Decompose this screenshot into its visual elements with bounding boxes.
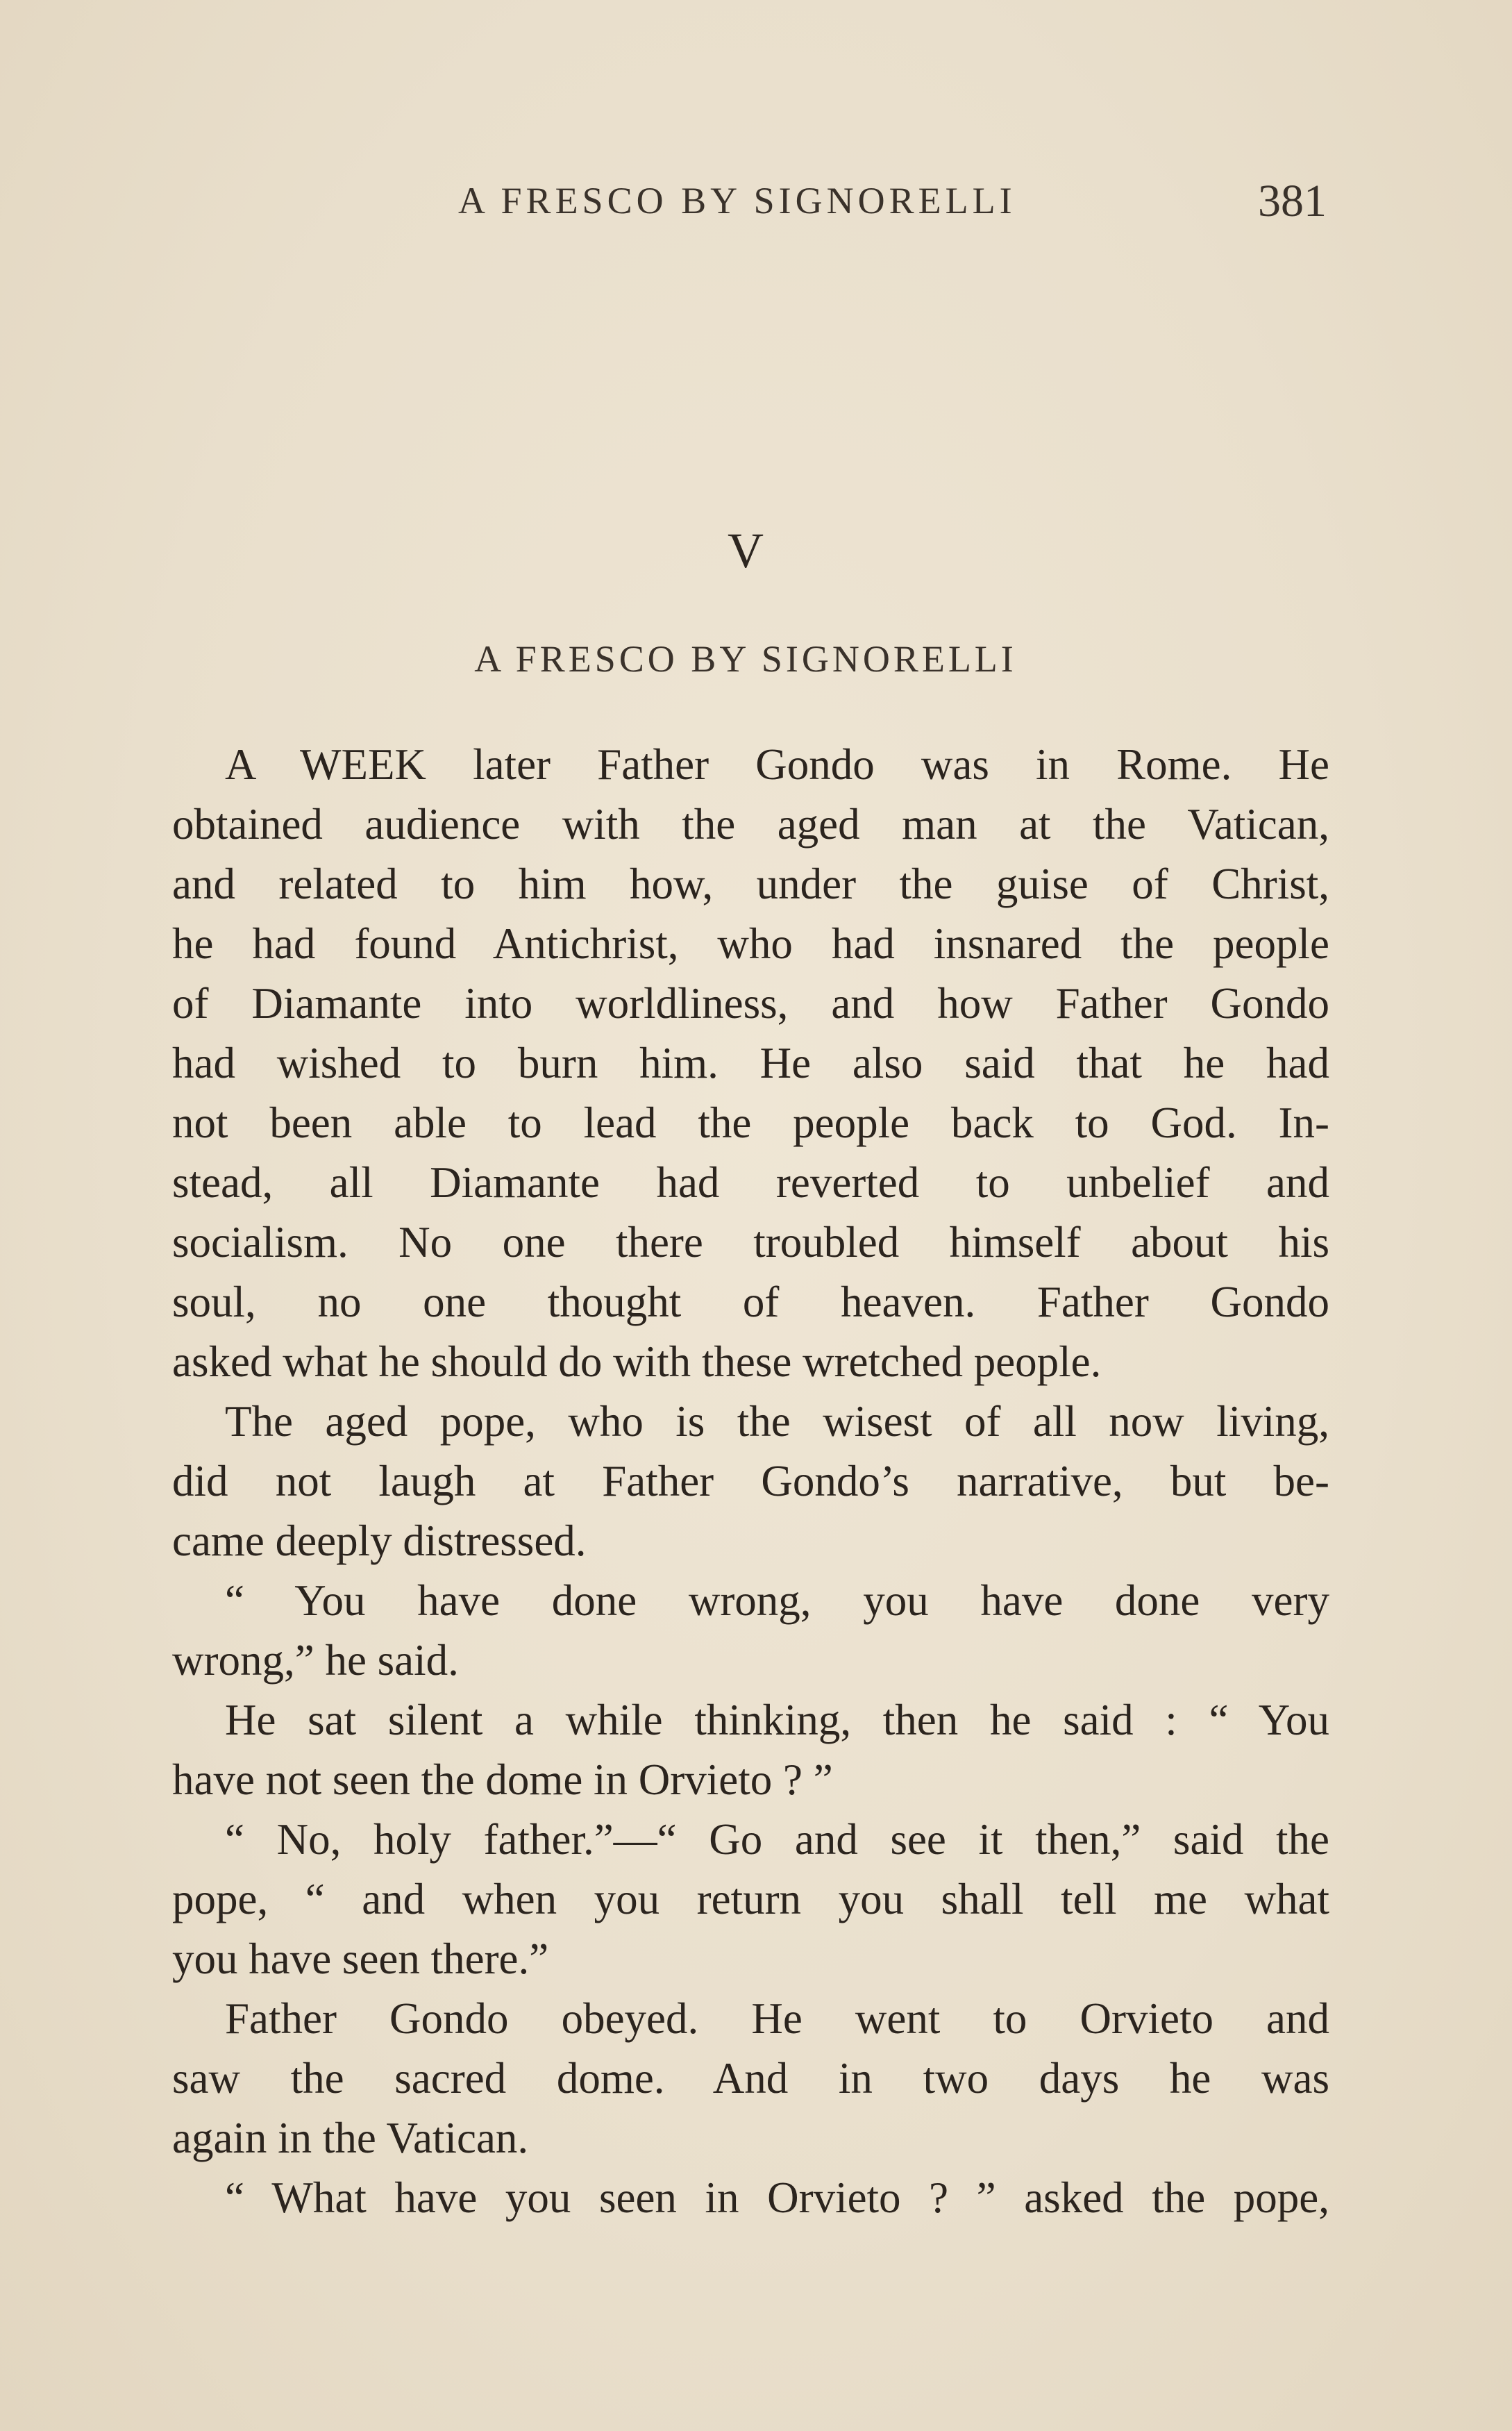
text-line: you have seen there.” bbox=[172, 1935, 549, 1983]
text-line: soul, no one thought of heaven. Father Gondo bbox=[172, 1278, 1329, 1326]
text-line: Father Gondo obeyed. He went to Orvieto and bbox=[225, 1994, 1329, 2043]
text-line: The aged pope, who is the wisest of all now living, bbox=[225, 1397, 1329, 1446]
text-line: He sat silent a while thinking, then he said : “ You bbox=[225, 1696, 1329, 1744]
text-line: had wished to burn him. He also said that he had bbox=[172, 1039, 1329, 1087]
text-line: have not seen the dome in Orvieto ? ” bbox=[172, 1755, 833, 1804]
text-line: pope, “ and when you return you shall tell me what bbox=[172, 1875, 1329, 1923]
text-line: wrong,” he said. bbox=[172, 1636, 459, 1685]
text-line: of Diamante into worldliness, and how Father Gondo bbox=[172, 979, 1329, 1028]
text-line: and related to him how, under the guise of Christ, bbox=[172, 860, 1329, 908]
text-line: he had found Antichrist, who had insnared the people bbox=[172, 919, 1329, 968]
text-line: “ No, holy father.”—“ Go and see it then,” said the bbox=[225, 1815, 1329, 1864]
text-line: came deeply distressed. bbox=[172, 1517, 587, 1565]
text-line: asked what he should do with these wretched people. bbox=[172, 1337, 1102, 1386]
text-line: A WEEK later Father Gondo was in Rome. He bbox=[225, 740, 1329, 789]
text-line: obtained audience with the aged man at the Vatican, bbox=[172, 800, 1329, 849]
page-number: 381 bbox=[1258, 176, 1327, 226]
running-title: A FRESCO BY SIGNORELLI bbox=[458, 180, 1016, 222]
text-line: “ You have done wrong, you have done very bbox=[225, 1576, 1329, 1625]
text-line: did not laugh at Father Gondo’s narrative, but be- bbox=[172, 1457, 1329, 1505]
text-line: stead, all Diamante had reverted to unbelief and bbox=[172, 1158, 1329, 1207]
text-line: not been able to lead the people back to God. In- bbox=[172, 1098, 1329, 1147]
text-line: socialism. No one there troubled himself about his bbox=[172, 1218, 1329, 1267]
text-line: again in the Vatican. bbox=[172, 2114, 529, 2162]
text-line: “ What have you seen in Orvieto ? ” asked the pope, bbox=[225, 2173, 1329, 2222]
chapter-title: A FRESCO BY SIGNORELLI bbox=[474, 638, 1017, 680]
chapter-number: V bbox=[728, 523, 764, 578]
body-text bbox=[172, 735, 1329, 2228]
text-line: saw the sacred dome. And in two days he was bbox=[172, 2054, 1329, 2103]
